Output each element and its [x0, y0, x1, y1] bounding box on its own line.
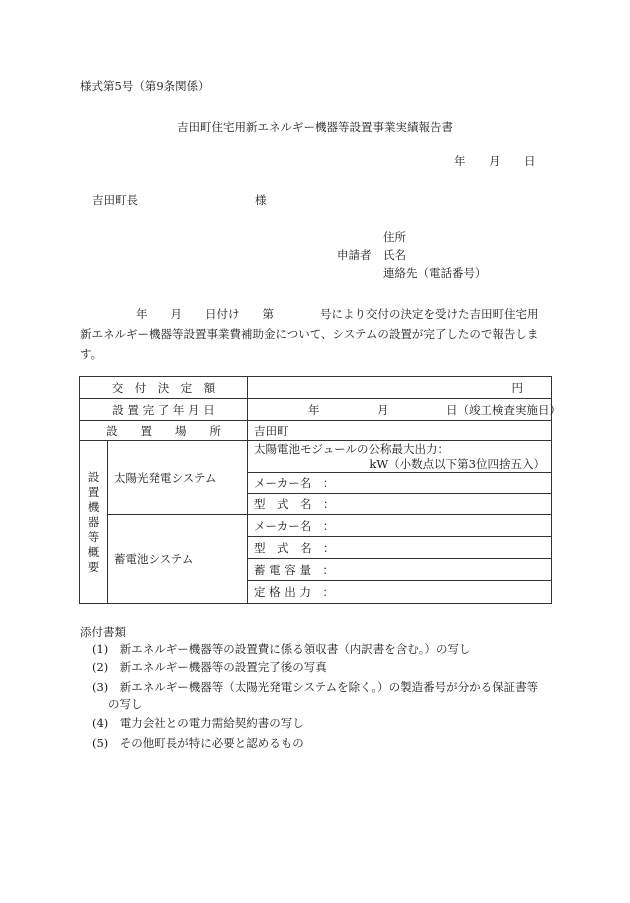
battery-model-label: 型 式 名 ： — [248, 537, 552, 559]
solar-model-label: 型 式 名 ： — [248, 494, 552, 515]
applicant-role-label: 申請者 — [337, 248, 372, 262]
date-day-label: 日 — [524, 154, 536, 168]
solar-output-row — [80, 441, 552, 473]
equipment-overview-label: 設置機器等概要 — [80, 441, 108, 604]
addressee: 吉田町長 — [92, 193, 138, 207]
date-month-label: 月 — [489, 154, 501, 168]
honorific: 様 — [255, 193, 267, 207]
date-year-label: 年 — [454, 154, 466, 168]
attachment-item: (5) その他町長が特に必要と認めるもの — [92, 736, 304, 750]
solar-output-cell — [248, 441, 552, 473]
solar-maker-label: メーカー名 ： — [248, 473, 552, 494]
applicant-name-label: 氏名 — [383, 248, 406, 262]
install-place-label: 設 置 場 所 — [80, 421, 248, 441]
document-title: 吉田町住宅用新エネルギー機器等設置事業実績報告書 — [177, 120, 453, 134]
report-details-table — [79, 376, 561, 604]
attachments-heading: 添付書類 — [80, 625, 126, 639]
applicant-address-label: 住所 — [383, 230, 406, 244]
attachment-item: (2) 新エネルギー機器等の設置完了後の写真 — [92, 660, 327, 674]
completion-date-row — [80, 399, 552, 421]
attachment-item-continuation: の写し — [108, 697, 143, 711]
solar-output-label: 太陽電池モジュールの公称最大出力： — [254, 441, 450, 456]
completion-date-value: 年 月 日（竣工検査実施日） — [248, 399, 552, 421]
install-place-row — [80, 421, 552, 441]
solar-output-unit: kW（小数点以下第3位四捨五入） — [369, 456, 545, 471]
attachment-item: (1) 新エネルギー機器等の設置費に係る領収書（内訳書を含む。）の写し — [92, 642, 471, 656]
battery-maker-label: メーカー名 ： — [248, 515, 552, 537]
attachment-item: (3) 新エネルギー機器等（太陽光発電システムを除く。）の製造番号が分かる保証書等 — [92, 680, 539, 694]
solar-system-label: 太陽光発電システム — [108, 441, 248, 515]
body-line-2: 新エネルギー機器等設置事業費補助金について、システムの設置が完了したので報告しま — [80, 327, 539, 341]
report-body-paragraph — [80, 304, 554, 364]
form-number: 様式第5号（第9条関係） — [80, 79, 210, 93]
body-line-3: す。 — [80, 347, 103, 361]
grant-amount-row — [80, 377, 552, 399]
completion-date-label: 設 置 完 了 年 月 日 — [80, 399, 248, 421]
grant-amount-label: 交 付 決 定 額 — [80, 377, 248, 399]
body-line-1: 年 月 日付け 第 号により交付の決定を受けた吉田町住宅用 — [136, 307, 539, 321]
grant-amount-unit: 円 — [248, 377, 552, 399]
battery-maker-row — [80, 515, 552, 537]
battery-rated-output-label: 定 格 出 力 ： — [248, 581, 552, 604]
attachment-item: (4) 電力会社との電力需給契約書の写し — [92, 716, 304, 730]
battery-capacity-label: 蓄 電 容 量 ： — [248, 559, 552, 581]
battery-system-label: 蓄電池システム — [108, 515, 248, 604]
install-place-value: 吉田町 — [248, 421, 552, 441]
applicant-contact-label: 連絡先（電話番号） — [383, 266, 487, 280]
